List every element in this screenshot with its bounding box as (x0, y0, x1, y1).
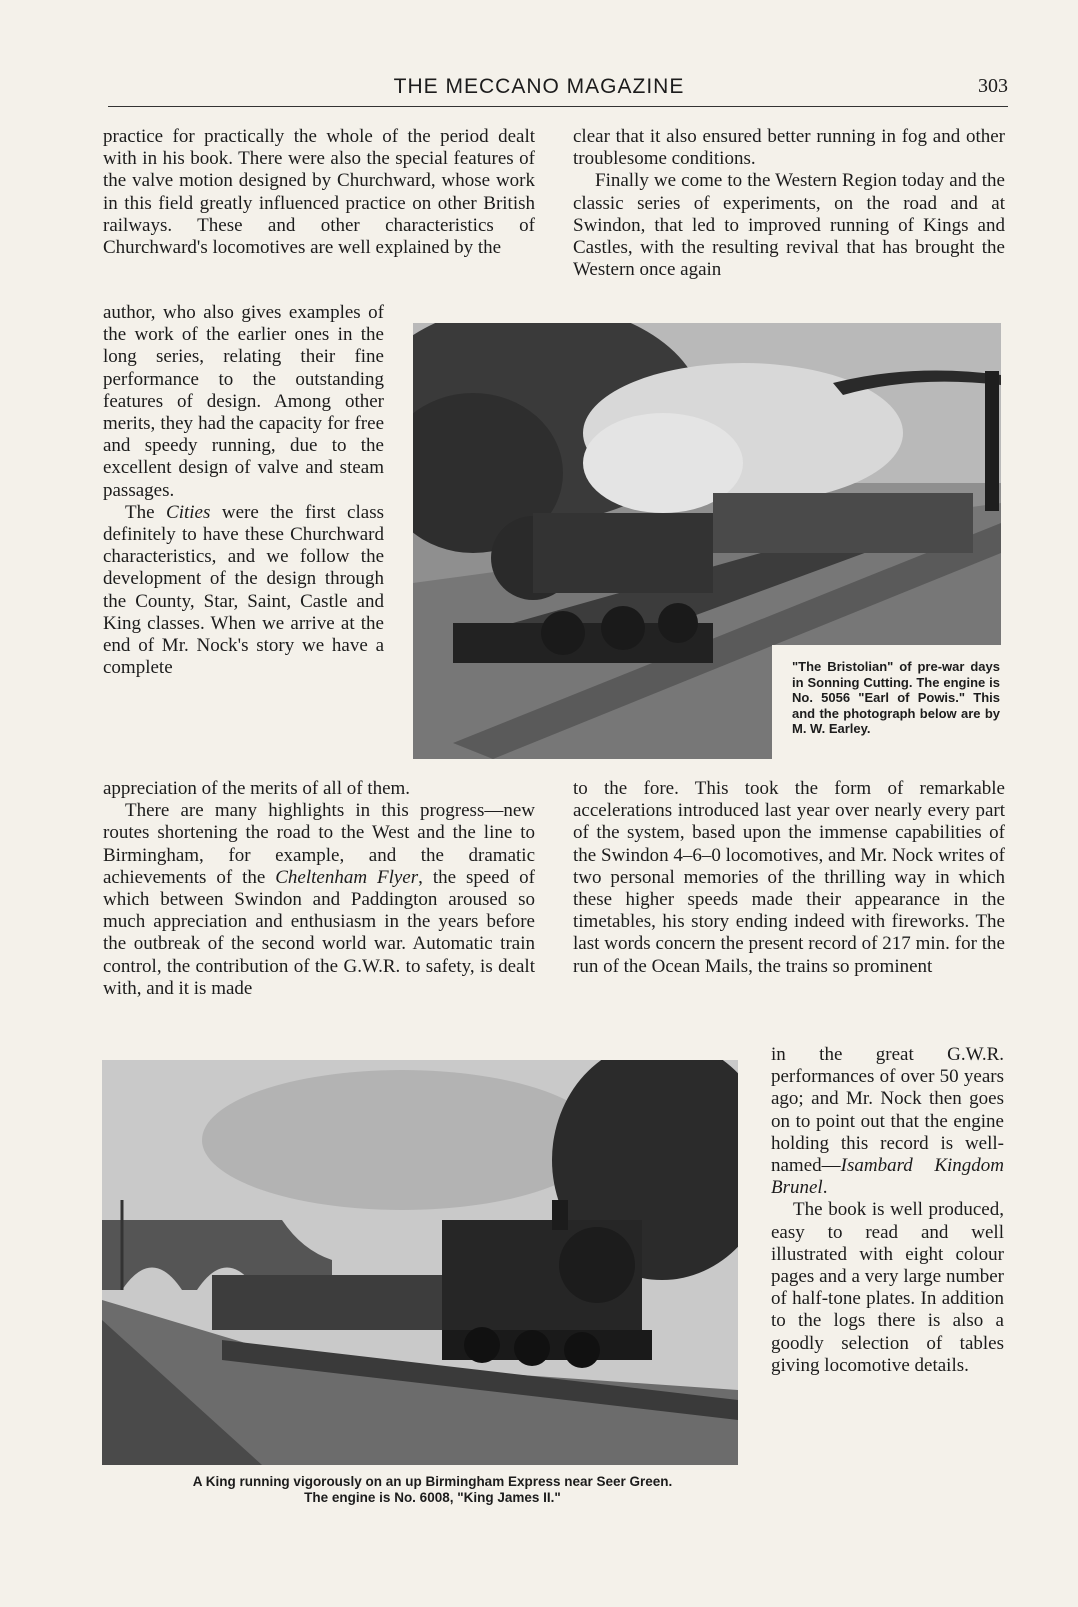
header-rule (108, 106, 1008, 107)
paragraph: practice for practically the whole of the period dealt with in his book. There were also the special features of the valve motion designed by Churchward, whose work in this field greatly influenced practice on other British railways. These and other characteristics of Churchward's locomotives are well explained by the (103, 126, 535, 259)
caption-line: A King running vigorously on an up Birmingham Express near Seer Green. (192, 1474, 673, 1489)
narrow-column-left (103, 302, 384, 679)
text-run: There are many highlights in this progress—new routes shortening the road to the West and the line to Birmingham, for example, and the dramatic achievements of the (103, 800, 535, 888)
text-run: The (125, 501, 167, 523)
right-column-top (573, 126, 1005, 281)
photo-caption-top: "The Bristolian" of pre-war days in Sonning Cutting. The engine is No. 5056 "Earl of Powis." This and the photograph below are by M. W. Earley. (772, 645, 1008, 765)
paragraph (771, 1044, 1004, 1199)
paragraph (103, 502, 384, 680)
paragraph: appreciation of the merits of all of them. (103, 778, 411, 799)
paragraph: author, who also gives examples of the work of the earlier ones in the long series, relating their fine performance to the outstanding features of design. Among other merits, they had the capacity for free and speedy running, due to the excellent design of valve and steam passages. (103, 302, 384, 501)
left-column-top (103, 126, 535, 259)
paragraph: to the fore. This took the form of remarkable accelerations introduced last year over nearly every part of the system, based upon the immense capabilities of the Swindon 4–6–0 locomotives, and Mr. Nock writes of two personal memories of the thrilling way in which these higher speeds made their appearance in the timetables, his story ending indeed with fireworks. The last words concern the present record of 217 min. for the run of the Ocean Mails, the trains so prominent (573, 778, 1005, 977)
paragraph: Finally we come to the Western Region today and the classic series of experiments, on the road and at Swindon, that led to improved running of Kings and Castles, with the resulting revival that has brought the Western once again (573, 170, 1005, 281)
page-header-title: THE MECCANO MAGAZINE (393, 75, 685, 98)
caption-line: The engine is No. 6008, "King James II." (304, 1489, 561, 1505)
left-column-bottom (103, 778, 535, 1000)
paragraph (103, 800, 535, 1000)
text-run: , the speed of which between Swindon and Paddington aroused so much appreciation and enthusiasm in the years before the outbreak of the second world war. Automatic train control, the contribution of the G.W.R. to safety, is dealt with, and it is made (103, 866, 535, 999)
text-run: . (822, 1177, 828, 1199)
paragraph: clear that it also ensured better running in fog and other troublesome conditions. (573, 126, 1005, 170)
photo-king-seer-green (102, 1060, 738, 1465)
text-run: were the first class definitely to have these Churchward characteristics, and we follow the development of the design through the County, Star, Saint, Castle and King classes. When we arrive at the end of Mr. Nock's story we have a complete (103, 501, 384, 679)
text-run: in the great G.W.R. performances of over 50 years ago; and Mr. Nock then goes on to point out that the engine holding this record is well-named— (771, 1044, 1004, 1177)
italic-text: Cheltenham Flyer (275, 866, 419, 888)
train-photo-illustration (102, 1060, 738, 1465)
italic-text: Cities (166, 501, 211, 523)
paragraph: The book is well produced, easy to read and well illustrated with eight colour pages and a very large number of half-tone plates. In addition to the logs there is also a goodly selection of tables giving locomotive details. (771, 1199, 1004, 1376)
page-number: 303 (978, 75, 1008, 97)
photo-caption-bottom (100, 1474, 765, 1505)
right-column-middle (573, 778, 1005, 978)
right-column-narrow (771, 1044, 1004, 1377)
italic-text: Isambard Kingdom Brunel (771, 1155, 1004, 1199)
